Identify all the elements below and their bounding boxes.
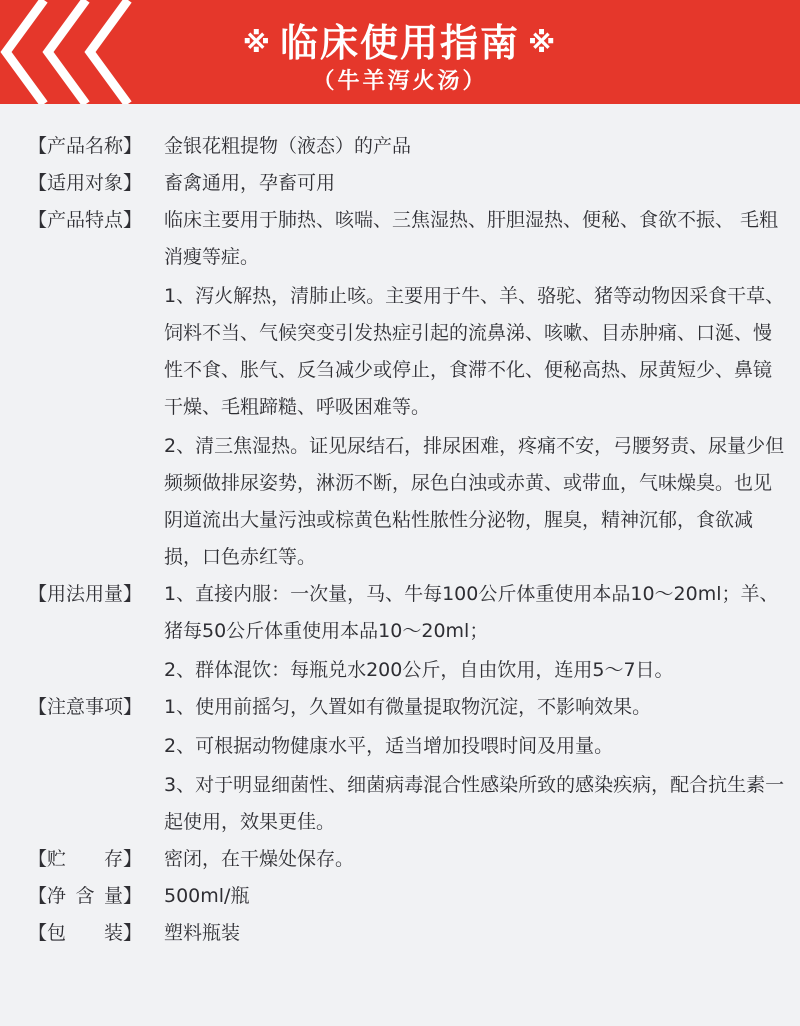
- section-label: 【用法用量】: [28, 583, 143, 605]
- section-value: 塑料瓶装: [164, 922, 241, 944]
- section-label: 【产品名称】: [28, 135, 143, 157]
- section-label: 【适用对象】: [28, 172, 143, 194]
- section-value: [164, 576, 788, 689]
- section-features: [28, 202, 788, 576]
- usage-item-1: 1、直接内服：一次量，马、牛每100公斤体重使用本品10～20ml；羊、猪每50公斤体重使用本品10～20ml；: [164, 583, 779, 642]
- section-label: 【贮 存】: [28, 848, 143, 870]
- section-label: 【注意事项】: [28, 696, 143, 718]
- section-value: 密闭，在干燥处保存。: [164, 848, 355, 870]
- section-value: [164, 689, 788, 841]
- star-left: ※: [242, 26, 272, 59]
- section-target: [28, 165, 788, 202]
- guide-content: [28, 128, 788, 952]
- page-subtitle: （牛羊泻火汤）: [312, 69, 488, 94]
- section-value: [164, 202, 788, 576]
- star-right: ※: [528, 26, 558, 59]
- title-text: 临床使用指南: [279, 21, 520, 65]
- features-item-1: 1、泻火解热，清肺止咳。主要用于牛、羊、骆驼、猪等动物因采食干草、饲料不当、气候突变引发热症引起的流鼻涕、咳嗽、目赤肿痛、口涎、慢性不食、胀气、反刍减少或停止，食滞不化、便秘高热、尿黄短少、鼻镜干燥、毛粗蹄糙、呼吸困难等。: [164, 285, 785, 418]
- features-paragraph: 临床主要用于肺热、咳喘、三焦湿热、肝胆湿热、便秘、食欲不振、 毛粗消瘦等症。: [164, 209, 779, 268]
- features-item-2: 2、清三焦湿热。证见尿结石，排尿困难，疼痛不安，弓腰努责、尿量少但频频做排尿姿势，淋沥不断，尿色白浊或赤黄、或带血，气味燥臭。也见阴道流出大量污浊或棕黄色粘性脓性分泌物，腥臭，精神沉郁，食欲减损，口色赤红等。: [164, 435, 785, 568]
- usage-item-2: 2、群体混饮：每瓶兑水200公斤，自由饮用，连用5～7日。: [164, 659, 674, 681]
- section-storage: [28, 841, 788, 878]
- page-title: [0, 12, 800, 67]
- section-net-content: [28, 878, 788, 915]
- header-banner: [0, 0, 800, 104]
- section-product-name: [28, 128, 788, 165]
- notes-item-1: 1、使用前摇匀，久置如有微量提取物沉淀，不影响效果。: [164, 696, 652, 718]
- notes-item-3: 3、对于明显细菌性、细菌病毒混合性感染所致的感染疾病，配合抗生素一起使用，效果更佳。: [164, 774, 785, 833]
- section-value: 金银花粗提物（液态）的产品: [164, 135, 412, 157]
- section-usage: [28, 576, 788, 689]
- section-label: 【产品特点】: [28, 209, 143, 231]
- section-packaging: [28, 915, 788, 952]
- notes-item-2: 2、可根据动物健康水平，适当增加投喂时间及用量。: [164, 735, 614, 757]
- section-notes: [28, 689, 788, 841]
- section-label: 【包 装】: [28, 922, 143, 944]
- section-value: 500ml/瓶: [164, 885, 250, 907]
- section-label: 【净含量】: [28, 885, 143, 907]
- section-value: 畜禽通用，孕畜可用: [164, 172, 336, 194]
